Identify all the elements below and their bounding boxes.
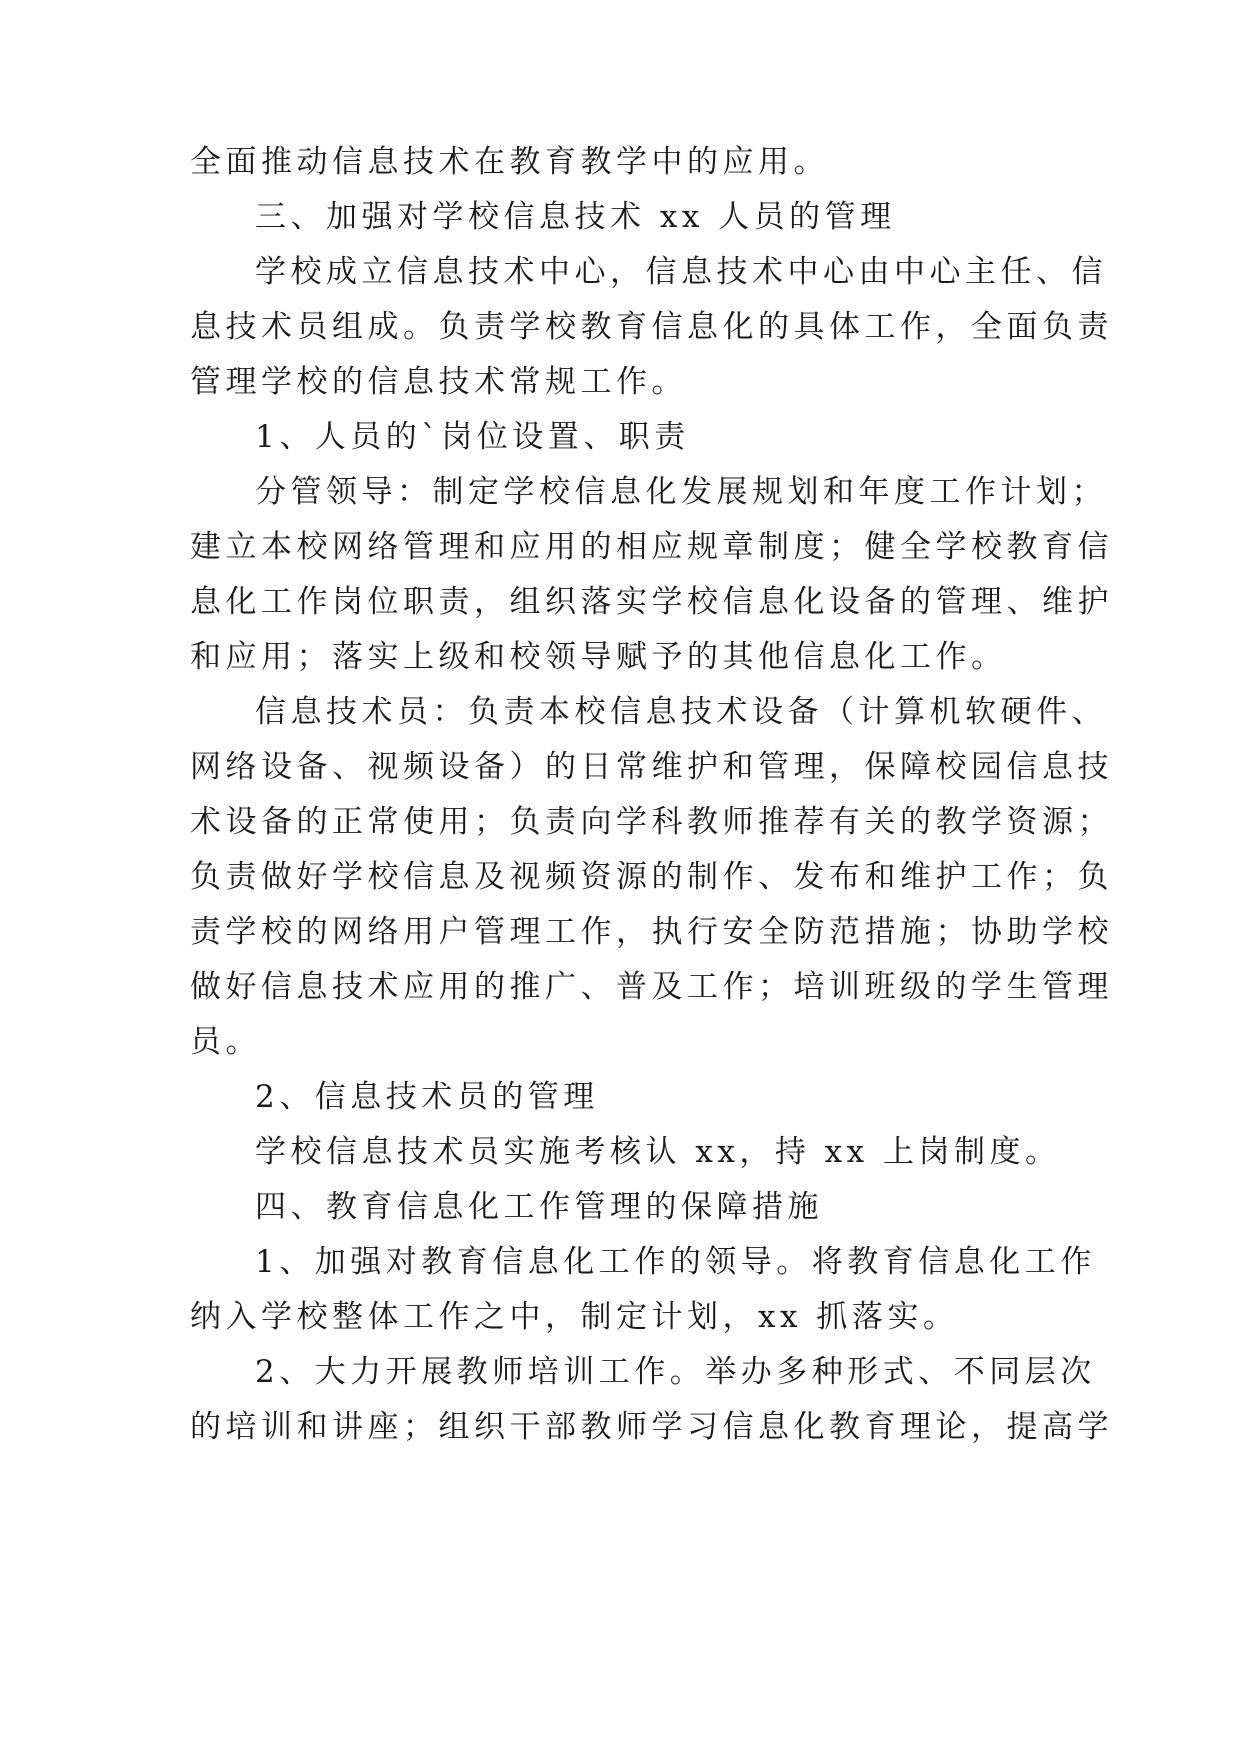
text-line: 息技术员组成。负责学校教育信息化的具体工作，全面负责 — [190, 309, 1113, 345]
text-line: 做好信息技术应用的推广、普及工作；培训班级的学生管理 — [190, 969, 1113, 1005]
text-line: 2、大力开展教师培训工作。举办多种形式、不同层次 — [255, 1354, 1096, 1390]
text-line: 责学校的网络用户管理工作，执行安全防范措施；协助学校 — [190, 914, 1113, 950]
section-heading: 四、教育信息化工作管理的保障措施 — [255, 1189, 823, 1225]
text-line: 的培训和讲座；组织干部教师学习信息化教育理论，提高学 — [190, 1409, 1113, 1445]
text-line: 1、加强对教育信息化工作的领导。将教育信息化工作 — [255, 1244, 1096, 1280]
text-line: 建立本校网络管理和应用的相应规章制度；健全学校教育信 — [190, 529, 1113, 565]
text-line: 分管领导：制定学校信息化发展规划和年度工作计划； — [255, 474, 1107, 510]
subsection-heading: 1、人员的`岗位设置、职责 — [255, 419, 690, 455]
text-line: 学校信息技术员实施考核认 xx，持 xx 上岗制度。 — [255, 1134, 1061, 1170]
text-line: 学校成立信息技术中心，信息技术中心由中心主任、信 — [255, 254, 1107, 290]
text-line: 术设备的正常使用；负责向学科教师推荐有关的教学资源； — [190, 804, 1113, 840]
text-line: 员。 — [190, 1024, 261, 1060]
text-line: 信息技术员：负责本校信息技术设备（计算机软硬件、 — [255, 694, 1107, 730]
text-line: 息化工作岗位职责，组织落实学校信息化设备的管理、维护 — [190, 584, 1113, 620]
text-line: 网络设备、视频设备）的日常维护和管理，保障校园信息技 — [190, 749, 1113, 785]
text-line: 管理学校的信息技术常规工作。 — [190, 364, 687, 400]
text-line: 和应用；落实上级和校领导赋予的其他信息化工作。 — [190, 639, 1007, 675]
text-line: 全面推动信息技术在教育教学中的应用。 — [190, 144, 829, 180]
text-line: 纳入学校整体工作之中，制定计划，xx 抓落实。 — [190, 1299, 959, 1335]
text-line: 负责做好学校信息及视频资源的制作、发布和维护工作；负 — [190, 859, 1113, 895]
subsection-heading: 2、信息技术员的管理 — [255, 1079, 599, 1115]
section-heading: 三、加强对学校信息技术 xx 人员的管理 — [255, 199, 896, 235]
